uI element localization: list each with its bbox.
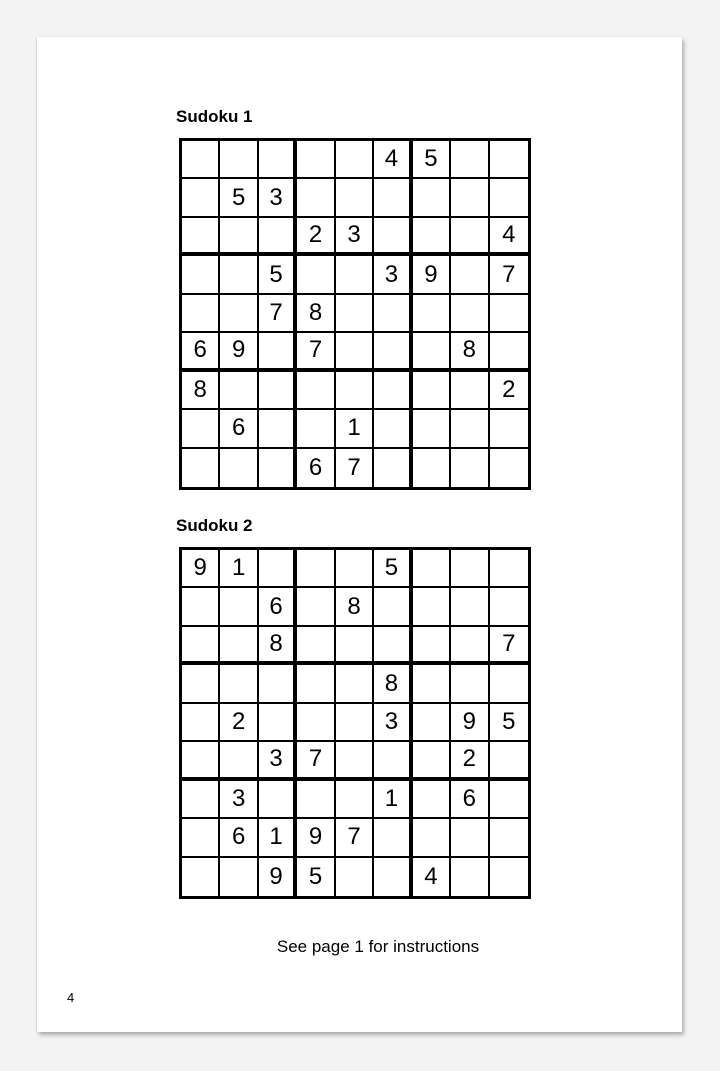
sudoku-cell[interactable] [220, 256, 258, 294]
sudoku-cell[interactable]: 1 [220, 550, 258, 588]
sudoku-cell[interactable] [297, 704, 335, 742]
sudoku-cell[interactable]: 9 [220, 333, 258, 371]
sudoku-cell[interactable] [336, 295, 374, 333]
sudoku-cell[interactable] [220, 449, 258, 487]
sudoku-cell[interactable]: 6 [220, 819, 258, 857]
sudoku-cell[interactable]: 5 [259, 256, 297, 294]
sudoku-cell[interactable] [297, 179, 335, 217]
sudoku-cell[interactable] [413, 179, 451, 217]
sudoku-cell[interactable] [182, 410, 220, 448]
sudoku-cell[interactable]: 5 [413, 141, 451, 179]
sudoku-cell[interactable] [336, 333, 374, 371]
sudoku-cell[interactable] [413, 333, 451, 371]
sudoku-cell[interactable]: 2 [490, 372, 528, 410]
sudoku-cell[interactable] [374, 449, 412, 487]
sudoku-cell[interactable] [413, 588, 451, 626]
sudoku-cell[interactable]: 8 [374, 665, 412, 703]
sudoku-cell[interactable] [336, 742, 374, 780]
sudoku-cell[interactable] [336, 256, 374, 294]
sudoku-cell[interactable] [451, 627, 489, 665]
sudoku-cell[interactable] [451, 449, 489, 487]
sudoku-cell[interactable]: 7 [490, 256, 528, 294]
sudoku-cell[interactable]: 2 [220, 704, 258, 742]
sudoku-cell[interactable] [374, 858, 412, 896]
sudoku-cell[interactable] [490, 742, 528, 780]
sudoku-cell[interactable] [220, 295, 258, 333]
sudoku-cell[interactable]: 9 [297, 819, 335, 857]
sudoku-cell[interactable]: 8 [451, 333, 489, 371]
sudoku-cell[interactable] [413, 550, 451, 588]
sudoku-cell[interactable] [336, 781, 374, 819]
puzzle-title: Sudoku 2 [176, 516, 253, 535]
sudoku-cell[interactable] [413, 819, 451, 857]
sudoku-cell[interactable] [413, 410, 451, 448]
sudoku-cell[interactable]: 6 [259, 588, 297, 626]
sudoku-cell[interactable] [182, 179, 220, 217]
sudoku-cell[interactable] [413, 372, 451, 410]
sudoku-cell[interactable] [490, 449, 528, 487]
sudoku-cell[interactable] [336, 665, 374, 703]
sudoku-cell[interactable] [336, 550, 374, 588]
sudoku-cell[interactable]: 3 [374, 704, 412, 742]
sudoku-cell[interactable]: 6 [451, 781, 489, 819]
sudoku-cell[interactable] [413, 627, 451, 665]
sudoku-cell[interactable]: 8 [336, 588, 374, 626]
sudoku-cell[interactable] [490, 665, 528, 703]
sudoku-cell[interactable] [336, 372, 374, 410]
sudoku-cell[interactable] [413, 218, 451, 256]
sudoku-cell[interactable] [182, 256, 220, 294]
sudoku-cell[interactable] [182, 295, 220, 333]
sudoku-cell[interactable] [451, 179, 489, 217]
sudoku-cell[interactable]: 8 [182, 372, 220, 410]
sudoku-cell[interactable] [490, 410, 528, 448]
sudoku-cell[interactable] [451, 218, 489, 256]
sudoku-cell[interactable]: 2 [297, 218, 335, 256]
sudoku-cell[interactable] [374, 218, 412, 256]
sudoku-cell[interactable]: 7 [336, 449, 374, 487]
sudoku-cell[interactable] [259, 550, 297, 588]
sudoku-cell[interactable]: 7 [336, 819, 374, 857]
sudoku-cell[interactable] [374, 333, 412, 371]
sudoku-cell[interactable]: 7 [259, 295, 297, 333]
sudoku-cell[interactable] [374, 410, 412, 448]
sudoku-cell[interactable] [451, 295, 489, 333]
sudoku-cell[interactable]: 1 [336, 410, 374, 448]
sudoku-cell[interactable]: 3 [259, 179, 297, 217]
sudoku-cell[interactable] [413, 781, 451, 819]
sudoku-grid [179, 138, 531, 490]
sudoku-cell[interactable] [451, 550, 489, 588]
sudoku-cell[interactable] [413, 449, 451, 487]
sudoku-cell[interactable] [297, 550, 335, 588]
sudoku-cell[interactable] [297, 627, 335, 665]
sudoku-cell[interactable]: 4 [490, 218, 528, 256]
sudoku-cell[interactable] [374, 295, 412, 333]
sudoku-cell[interactable] [374, 179, 412, 217]
sudoku-cell[interactable] [451, 256, 489, 294]
sudoku-cell[interactable] [182, 742, 220, 780]
sudoku-cell[interactable] [336, 627, 374, 665]
sudoku-cell[interactable] [336, 704, 374, 742]
instructions-note: See page 1 for instructions [276, 937, 480, 956]
sudoku-cell[interactable]: 1 [374, 781, 412, 819]
sudoku-cell[interactable] [451, 141, 489, 179]
sudoku-cell[interactable]: 7 [490, 627, 528, 665]
sudoku-cell[interactable]: 4 [413, 858, 451, 896]
sudoku-cell[interactable] [336, 858, 374, 896]
sudoku-cell[interactable] [297, 410, 335, 448]
sudoku-cell[interactable] [336, 179, 374, 217]
sudoku-cell[interactable] [374, 627, 412, 665]
sudoku-cell[interactable] [297, 141, 335, 179]
sudoku-cell[interactable] [374, 588, 412, 626]
sudoku-cell[interactable] [259, 781, 297, 819]
sudoku-cell[interactable] [451, 665, 489, 703]
book-page [37, 37, 682, 1032]
sudoku-cell[interactable]: 7 [297, 742, 335, 780]
sudoku-cell[interactable]: 3 [259, 742, 297, 780]
sudoku-cell[interactable]: 8 [297, 295, 335, 333]
sudoku-cell[interactable]: 9 [182, 550, 220, 588]
sudoku-cell[interactable] [297, 372, 335, 410]
sudoku-cell[interactable] [413, 704, 451, 742]
sudoku-cell[interactable]: 5 [490, 704, 528, 742]
sudoku-cell[interactable] [259, 410, 297, 448]
sudoku-cell[interactable] [490, 295, 528, 333]
sudoku-cell[interactable] [490, 819, 528, 857]
sudoku-cell[interactable] [413, 295, 451, 333]
sudoku-cell[interactable]: 3 [374, 256, 412, 294]
sudoku-cell[interactable] [182, 704, 220, 742]
sudoku-cell[interactable] [297, 781, 335, 819]
sudoku-cell[interactable] [220, 141, 258, 179]
sudoku-cell[interactable] [182, 627, 220, 665]
sudoku-cell[interactable]: 5 [297, 858, 335, 896]
sudoku-cell[interactable] [490, 333, 528, 371]
sudoku-cell[interactable] [413, 665, 451, 703]
sudoku-cell[interactable] [297, 665, 335, 703]
sudoku-cell[interactable] [259, 333, 297, 371]
sudoku-cell[interactable] [259, 704, 297, 742]
sudoku-cell[interactable] [490, 179, 528, 217]
sudoku-cell[interactable]: 6 [297, 449, 335, 487]
sudoku-cell[interactable] [490, 588, 528, 626]
sudoku-cell[interactable] [297, 588, 335, 626]
sudoku-cell[interactable]: 9 [259, 858, 297, 896]
sudoku-cell[interactable] [259, 665, 297, 703]
sudoku-cell[interactable] [259, 218, 297, 256]
sudoku-cell[interactable] [182, 588, 220, 626]
sudoku-cell[interactable]: 6 [220, 410, 258, 448]
sudoku-cell[interactable] [220, 372, 258, 410]
sudoku-cell[interactable]: 9 [413, 256, 451, 294]
sudoku-cell[interactable] [451, 819, 489, 857]
sudoku-cell[interactable]: 2 [451, 742, 489, 780]
sudoku-cell[interactable]: 3 [336, 218, 374, 256]
sudoku-cell[interactable] [374, 742, 412, 780]
sudoku-grid [179, 547, 531, 899]
sudoku-cell[interactable] [336, 141, 374, 179]
sudoku-cell[interactable] [297, 256, 335, 294]
sudoku-cell[interactable] [182, 141, 220, 179]
sudoku-cell[interactable]: 8 [259, 627, 297, 665]
sudoku-cell[interactable] [490, 141, 528, 179]
sudoku-cell[interactable] [451, 372, 489, 410]
sudoku-cell[interactable] [259, 141, 297, 179]
sudoku-cell[interactable] [182, 665, 220, 703]
sudoku-cell[interactable] [182, 781, 220, 819]
sudoku-cell[interactable] [490, 781, 528, 819]
sudoku-cell[interactable] [490, 550, 528, 588]
sudoku-cell[interactable] [182, 858, 220, 896]
sudoku-cell[interactable]: 7 [297, 333, 335, 371]
sudoku-cell[interactable] [220, 858, 258, 896]
sudoku-cell[interactable] [451, 588, 489, 626]
sudoku-cell[interactable] [182, 449, 220, 487]
sudoku-cell[interactable]: 6 [182, 333, 220, 371]
sudoku-cell[interactable] [259, 372, 297, 410]
sudoku-cell[interactable] [220, 627, 258, 665]
sudoku-cell[interactable] [220, 588, 258, 626]
sudoku-cell[interactable] [220, 742, 258, 780]
sudoku-cell[interactable] [220, 665, 258, 703]
sudoku-cell[interactable]: 5 [220, 179, 258, 217]
page-number: 4 [67, 990, 75, 1005]
sudoku-cell[interactable] [490, 858, 528, 896]
sudoku-cell[interactable]: 1 [259, 819, 297, 857]
sudoku-cell[interactable]: 5 [374, 550, 412, 588]
sudoku-cell[interactable] [451, 410, 489, 448]
sudoku-cell[interactable]: 3 [220, 781, 258, 819]
sudoku-cell[interactable] [182, 218, 220, 256]
sudoku-cell[interactable] [451, 858, 489, 896]
sudoku-cell[interactable] [374, 819, 412, 857]
sudoku-cell[interactable] [374, 372, 412, 410]
sudoku-cell[interactable] [413, 742, 451, 780]
sudoku-cell[interactable]: 4 [374, 141, 412, 179]
sudoku-cell[interactable] [259, 449, 297, 487]
sudoku-cell[interactable] [220, 218, 258, 256]
sudoku-cell[interactable]: 9 [451, 704, 489, 742]
puzzle-title: Sudoku 1 [176, 107, 253, 126]
sudoku-cell[interactable] [182, 819, 220, 857]
